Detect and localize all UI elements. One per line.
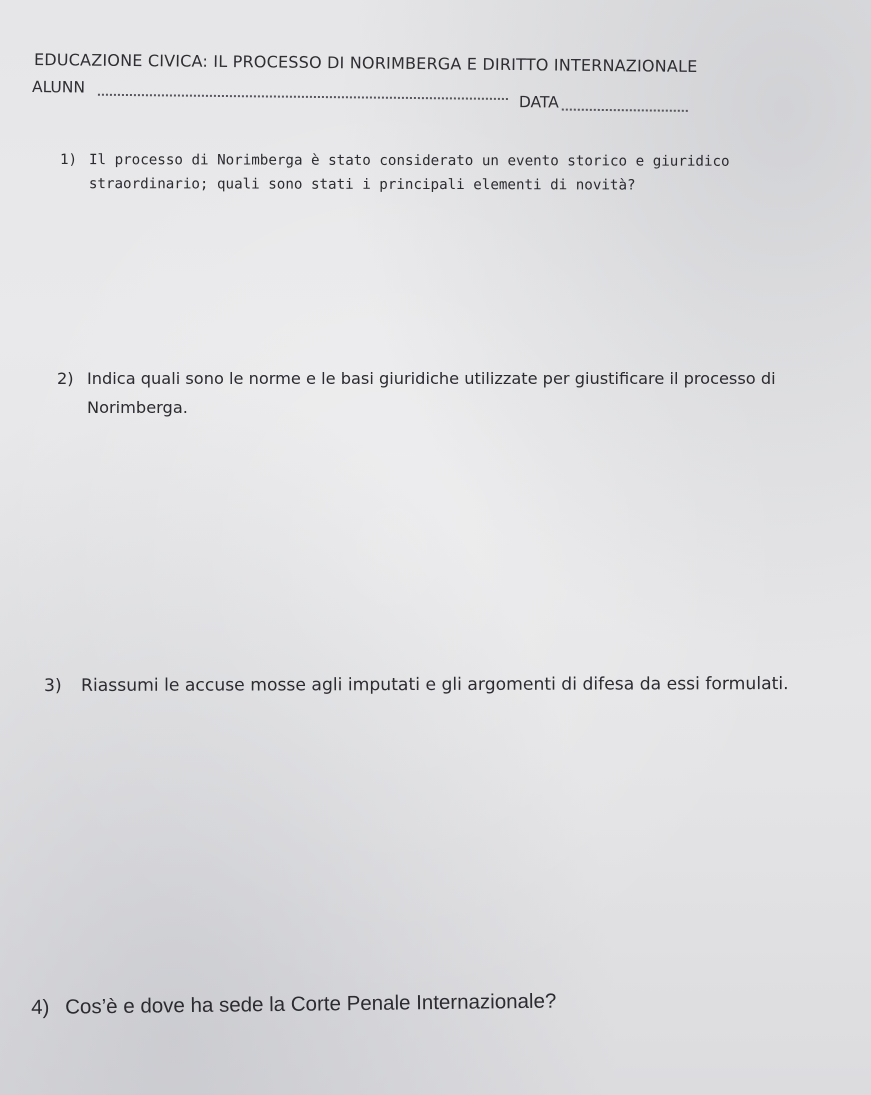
- date-field[interactable]: [562, 109, 688, 112]
- question-3: [44, 672, 789, 698]
- question-text-line: Cos’è e dove ha sede la Corte Penale Internazionale?: [65, 989, 557, 1019]
- question-number: 3): [44, 675, 62, 696]
- worksheet-title: EDUCAZIONE CIVICA: IL PROCESSO DI NORIMBERGA E DIRITTO INTERNAZIONALE: [33, 50, 698, 76]
- student-info-row: [31, 76, 712, 112]
- question-number: 1): [59, 151, 78, 169]
- question-number: 4): [31, 995, 50, 1019]
- question-4: [31, 988, 557, 1022]
- date-label: DATA: [518, 93, 559, 112]
- question-2: [57, 364, 776, 422]
- question-text-line: Il processo di Norimberga è stato considerato un evento storico e giuridico: [88, 152, 730, 170]
- question-text-line: Indica quali sono le norme e le basi giuridiche utilizzate per giustificare il processo di: [87, 369, 776, 388]
- student-name-field[interactable]: [98, 94, 508, 100]
- student-name-label: ALUNN: [31, 78, 86, 97]
- question-number: 2): [57, 369, 74, 388]
- question-text-line: Norimberga.: [87, 398, 188, 417]
- question-text-line: straordinario; quali sono stati i principali elementi di novità?: [88, 176, 636, 194]
- question-1: [60, 148, 730, 198]
- question-text-line: Riassumi le accuse mosse agli imputati e gli argomenti di difesa da essi formulati.: [81, 674, 789, 696]
